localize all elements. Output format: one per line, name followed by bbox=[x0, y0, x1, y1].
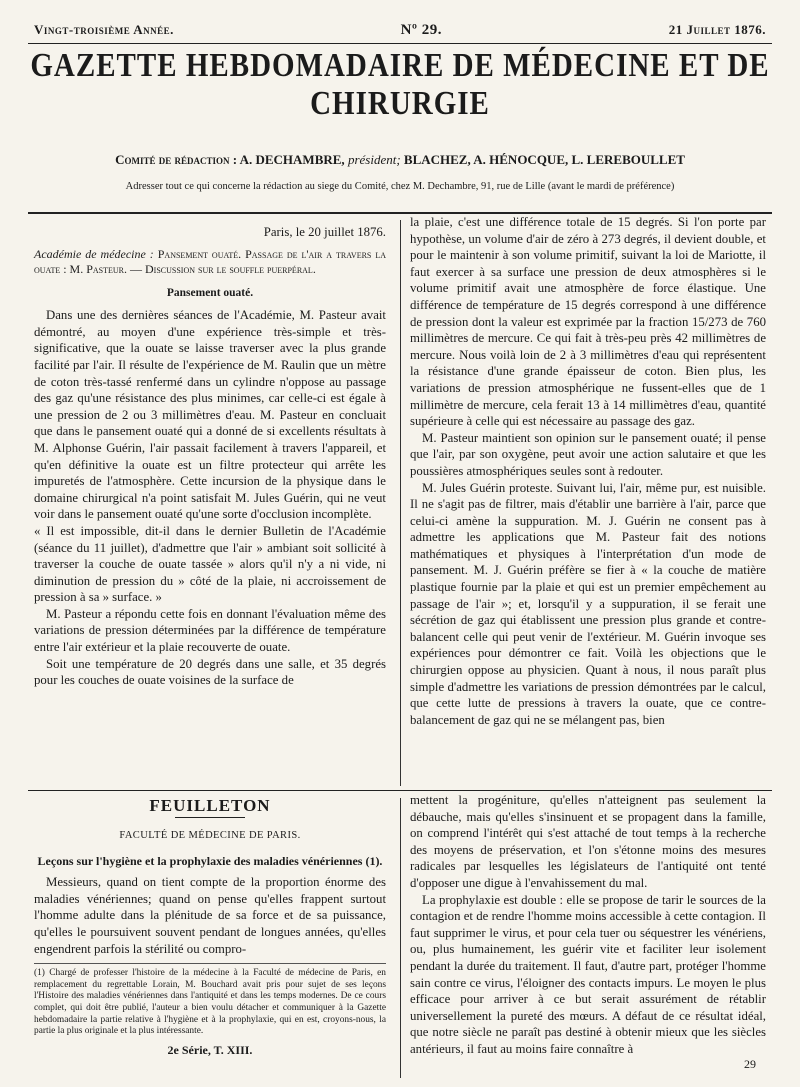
header-rule bbox=[28, 43, 772, 44]
paragraph: M. Pasteur maintient son opinion sur le pansement ouaté; il pense que l'air, par son oxygène, peut avoir une action salutaire et que les poussières atmosphériques seules sont à redouter. bbox=[410, 430, 766, 478]
lecture-title: Leçons sur l'hygiène et la prophylaxie des maladies vénériennes (1). bbox=[37, 854, 383, 869]
feuilleton-title-rule bbox=[175, 817, 245, 818]
feuilleton-column-1 bbox=[34, 792, 386, 1058]
faculty-name: FACULTÉ DE MÉDECINE DE PARIS. bbox=[119, 829, 301, 841]
feuilleton-title: FEUILLETON bbox=[149, 796, 271, 815]
paragraph: Dans une des dernières séances de l'Académie, M. Pasteur avait démontré, au moyen d'une expérience très-simple et très-significative, que la ouate se laisse traverser avec la plus grande facilité par l'air. Il résulte de l'expérience de M. Raulin que un mètre de coton très-tassé renfermé dans un cylindre n'oppose au passage des gaz qu'une résistance des plus minimes, car celle-ci est égale à une pression de 2 ou 3 millimètres d'eau. M. Pasteur en concluait que dans le pansement ouaté qui a donné de si excellents résultats à M. Alphonse Guérin, l'air passait facilement à travers l'appareil, et qu'en définitive la ouate est un filtre protecteur qui arrête les impuretés de l'atmosphère. Cette incursion de la physique dans le domaine chirurgical n'a point satisfait M. Jules Guérin, qui ne veut voir dans le pansement ouaté qu'une sorte d'occlusion incomplète. bbox=[34, 308, 386, 522]
series-volume: 2e Série, T. XIII. bbox=[167, 1042, 253, 1057]
paragraph: Messieurs, quand on tient compte de la proportion énorme des maladies vénériennes; quand on pense qu'elles frappent surtout l'homme adulte dans la plénitude de sa force et de sa puissance, qu'elles le poursuivent souvent pendant de longues années, qu'elles engendrent parfois la stérilité ou compro- bbox=[34, 875, 386, 956]
paragraph: M. Jules Guérin proteste. Suivant lui, l'air, même pur, est nuisible. Il ne s'agit pas de filtrer, mais d'établir une barrière à l'air, parce que celui-ci amène la suppuration. M. J. Guérin ne consent pas à admettre les applications que M. Pasteur fait des notions mathématiques et physiques à l'interprétation d'un mode de pansement. M. J. Guérin préfère se fier à « la couche de matière plastique fournie par la plaie et qui est un premier empêchement au passage de l'air »; et, lorsqu'il y a suppuration, il se ferait une sécrétion de gaz qui établissent une pression plus grande et contre-balancent celle qui peut venir de l'extérieur. M. Guérin invoque ses expériences pour démontrer ce fait. Voilà les objections que le chirurgien oppose au physicien. Quant à nous, il nous paraît plus simple d'admettre les variations de pression démontrées par le calcul, que cette lutte de pressions à travers la ouate, que ce contre-balancement de gaz qui ne se mélangent pas, bien bbox=[410, 480, 766, 727]
masthead-title: GAZETTE HEBDOMADAIRE DE MÉDECINE ET DE CHIRURGIE bbox=[30, 47, 770, 122]
paragraph: la plaie, c'est une différence totale de 15 degrés. Si l'on porte par hypothèse, un volume d'air de zéro à 273 degrés, il devient double, et pour le maintenir à son volume primitif, suivant la loi de Mariotte, il faut exercer à sa surface une pression de deux atmosphères si le volume primitif avait une atmosphère de force élastique. Une différence de température de 15 degrés correspond à une différence de pression dont la valeur est exprimée par la fraction 15/273 de 760 millimètres de mercure. Ce qui fait à très-peu près 42 millimètres de mercure. Nous voilà loin de 2 à 3 millimètres d'eau qui représentent la résistance d'une grande épaisseur de coton. Bien plus, les variations de pression atmosphérique ne fussent-elles que de 1 millimètre de mercure, cela ferait 13 à 14 millimètres d'eau, quantité supérieure à celle qui est nécessaire au passage des gaz. bbox=[410, 215, 766, 429]
footnote: (1) Chargé de professer l'histoire de la médecine à la Faculté de médecine de Paris, en remplacement du regrettable Lorain, M. Bouchard avait pris pour sujet de ses leçons l'Histoire des maladies vénériennes dans l'antiquité et dans les temps modernes. De ce cours complet, qui doit être publié, l'auteur a bien voulu détacher et communiquer à la Gazette hebdomadaire la partie relative à l'hygiène et à la prophylaxie, qui en est, croyons-nous, la partie la plus originale et la plus intéressante. bbox=[34, 963, 386, 1038]
paragraph: M. Pasteur a répondu cette fois en donnant l'évaluation même des variations de pression déterminées par la différence de température entre l'air extérieur et la plaie recouverte de ouate. bbox=[34, 606, 386, 655]
committee-prefix: Comité de rédaction : bbox=[115, 152, 238, 167]
summary-topics: Pansement ouaté. Passage de l'air a travers la ouate : M. Pasteur. — Discussion sur le souffle puerpéral. bbox=[34, 246, 386, 276]
issue-header bbox=[28, 22, 772, 39]
feuilleton-column-2 bbox=[410, 792, 766, 1058]
committee-president-role: président; bbox=[347, 152, 401, 167]
paragraph: La prophylaxie est double : elle se propose de tarir le sources de la contagion et de rendre l'homme moins accessible à cette contagion. Il faut supprimer le virus, et pour cela tuer ou séquestrer les vénériens, ou, plus humainement, les guérir vite et faciliter leur isolement pendant la durée du traitement. Il faut, d'autre part, protéger l'homme sain contre ce virus, l'éloigner des contacts impurs. Le moyen le plus efficace pour arriver à ce but serait assurément de rétablir universellement la pureté des mœurs. A défaut de ce résultat idéal, que notre siècle ne paraît pas destiné à obtenir mieux que les siècles antérieurs, il faut au moins faire connaître à bbox=[410, 892, 766, 1056]
committee-members: BLACHEZ, A. HÉNOCQUE, L. LEREBOULLET bbox=[403, 152, 685, 167]
column-divider bbox=[400, 798, 401, 1078]
editorial-committee bbox=[28, 152, 772, 168]
article-summary bbox=[34, 247, 386, 277]
issue-date: 21 Juillet 1876. bbox=[668, 22, 766, 37]
article-column-2 bbox=[410, 214, 766, 728]
section-title: Pansement ouaté. bbox=[166, 286, 254, 299]
quote-paragraph: « Il est impossible, dit-il dans le dernier Bulletin de l'Académie (séance du 11 juillet), d'admettre que l'air » ambiant soit sollicité à traverser la couche de ouate tassée » alors qu'il n'y a ni vide, ni diminution de pression du » côté de la plaie, ni accroissement de pression à sa » surface. » bbox=[34, 523, 386, 605]
summary-academy: Académie de médecine : bbox=[34, 246, 154, 261]
committee-president: A. DECHAMBRE, bbox=[239, 152, 345, 167]
feuilleton-rule bbox=[28, 790, 772, 791]
newspaper-page bbox=[28, 22, 772, 1072]
article-dateline: Paris, le 20 juillet 1876. bbox=[263, 225, 386, 239]
column-divider bbox=[400, 220, 401, 786]
editorial-address: Adresser tout ce qui concerne la rédaction au siege du Comité, chez M. Dechambre, 91, rue de Lille (avant le mardi de préférence) bbox=[125, 181, 675, 192]
issue-year: Vingt-troisième Année. bbox=[34, 22, 174, 37]
paragraph: Soit une température de 20 degrés dans une salle, et 35 degrés pour les couches de ouate voisines de la surface de bbox=[34, 656, 386, 688]
article-column-1 bbox=[34, 214, 386, 689]
issue-number: Nº 29. bbox=[400, 22, 442, 38]
paragraph: mettent la progéniture, qu'elles n'atteignent pas seulement la débauche, mais qu'elles s'insinuent et se propagent dans la famille, on comprend l'intérêt qui s'est attaché de tout temps à la recherche des moyens de préservation, et l'on s'étonne moins des mesures radicales par lesquelles les législateurs de l'antiquité ont tenté d'opposer une digue à l'envahissement du mal. bbox=[410, 793, 766, 890]
page-number: 29 bbox=[744, 1057, 756, 1071]
